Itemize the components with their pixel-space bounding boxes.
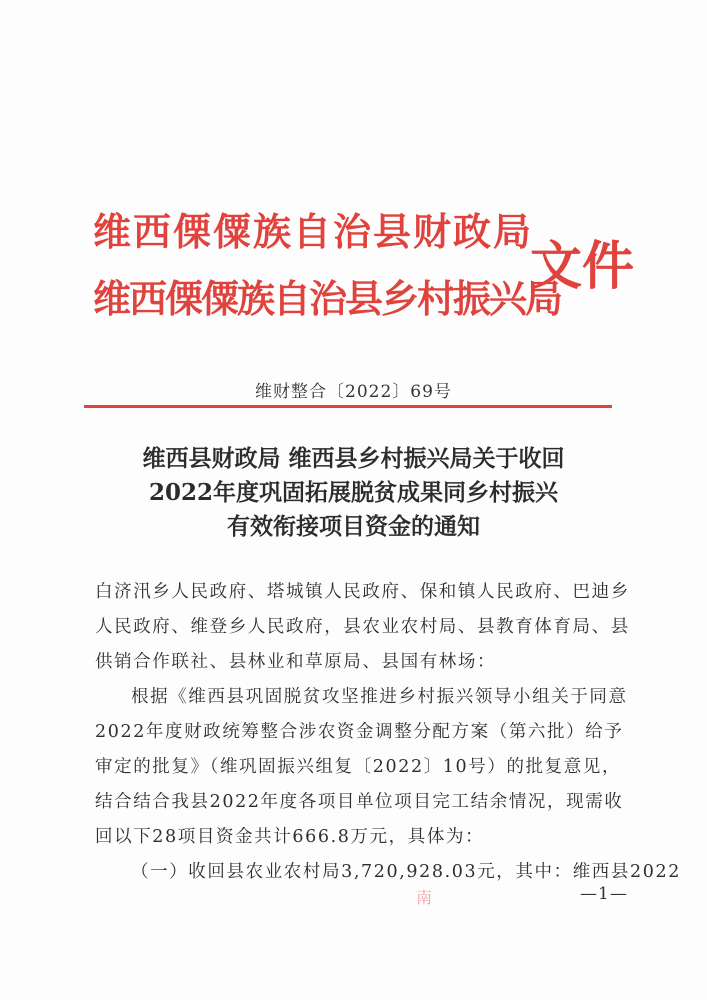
title-line-3: 有效衔接项目资金的通知: [227, 513, 480, 540]
recipients-line: 人民政府、维登乡人民政府，县农业农村局、县教育体育局、县: [95, 617, 630, 637]
issuer-finance-bureau: 维西傈僳族自治县财政局: [93, 209, 534, 254]
issuer-rural-revitalization-bureau: 维西傈僳族自治县乡村振兴局: [93, 276, 562, 321]
paragraph-line: 审定的批复》（维巩固振兴组复〔2022〕10号）的批复意见，: [95, 757, 622, 777]
document-title: [0, 442, 707, 544]
document-number: 维财整合〔2022〕69号: [255, 382, 452, 402]
recipients-line: 白济汛乡人民政府、塔城镇人民政府、保和镇人民政府、巴迪乡: [95, 582, 630, 602]
page-number: —1—: [580, 884, 628, 904]
paragraph-line: 2022年度财政统筹整合涉农资金调整分配方案（第六批）给予: [95, 722, 624, 742]
paragraph-line: 根据《维西县巩固脱贫攻坚推进乡村振兴领导小组关于同意: [131, 687, 628, 707]
seal-stamp-mark: 南: [416, 888, 433, 907]
red-divider-line: [84, 405, 612, 408]
title-line-2: 2022年度巩固拓展脱贫成果同乡村振兴: [148, 479, 558, 506]
document-body: [95, 575, 681, 890]
recipients-block: [95, 575, 630, 680]
paragraph-line: （一）收回县农业农村局3,720,928.03元，其中：维西县2022: [131, 862, 681, 882]
paragraph-item-1: [95, 855, 681, 890]
document-type-label: 文件: [530, 236, 635, 297]
document-header: [93, 205, 633, 345]
paragraph-basis: [95, 680, 628, 855]
recipients-line: 供销合作联社、县林业和草原局、县国有林场：: [95, 652, 497, 672]
title-line-1: 维西县财政局 维西县乡村振兴局关于收回: [142, 445, 565, 472]
paragraph-line: 结合结合我县2022年度各项目单位项目完工结余情况，现需收: [95, 792, 624, 812]
paragraph-line: 回以下28项目资金共计666.8万元，具体为：: [95, 827, 485, 847]
